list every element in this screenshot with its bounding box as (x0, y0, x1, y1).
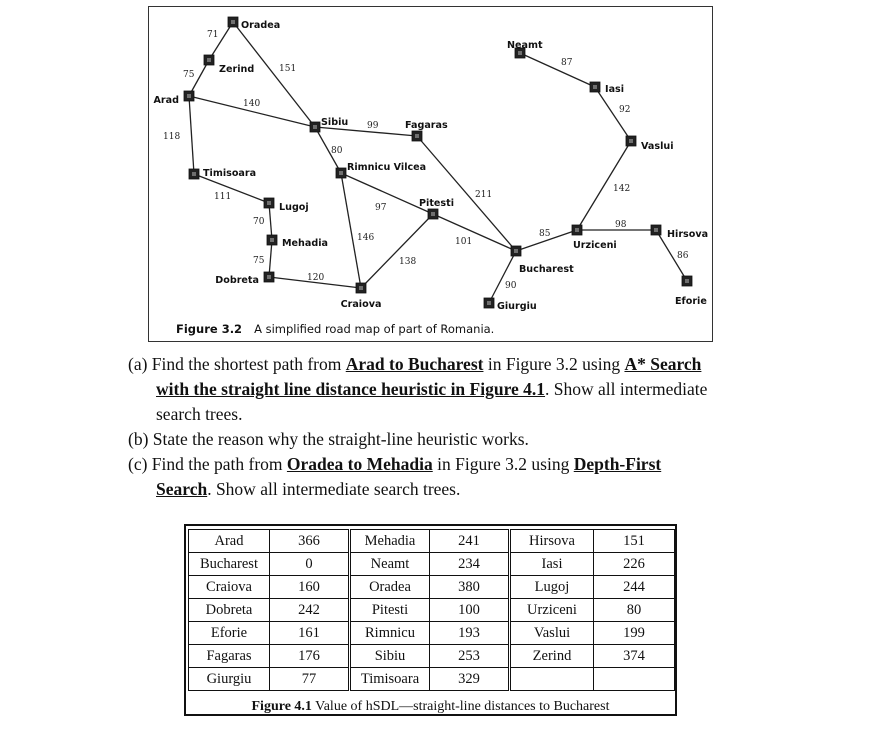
distance-zerind-arad: 75 (183, 70, 195, 80)
road-mehadia-dobreta (269, 240, 272, 277)
figure-4-1-caption (186, 699, 675, 715)
question-a (128, 352, 768, 427)
hsdl-value-cell: 151 (594, 530, 675, 553)
question-a-method-1: A* Search (624, 354, 702, 374)
road-pitesti-bucharest (433, 214, 516, 251)
distance-sibiu-fagaras: 99 (367, 121, 379, 131)
question-b-text: (b) State the reason why the straight-line heuristic works. (128, 429, 529, 449)
hsdl-city-cell: Urziceni (510, 599, 594, 622)
distance-bucharest-giurgiu: 90 (505, 281, 517, 291)
hsdl-value-cell: 0 (270, 553, 350, 576)
road-rimnicu-craiova (341, 173, 361, 288)
figure-3-2-caption-label: Figure 3.2 (176, 322, 243, 336)
hsdl-city-cell: Sibiu (350, 645, 430, 668)
hsdl-city-cell: Lugoj (510, 576, 594, 599)
hsdl-value-cell: 193 (430, 622, 510, 645)
hsdl-city-cell: Giurgiu (189, 668, 270, 691)
city-label-fagaras: Fagaras (405, 120, 448, 131)
city-label-neamt: Neamt (507, 40, 543, 51)
question-c-method-2: Search (156, 479, 208, 499)
city-label-craiova: Craiova (340, 299, 382, 310)
city-label-pitesti: Pitesti (419, 198, 454, 209)
hsdl-value-cell: 100 (430, 599, 510, 622)
city-node-sibiu (310, 122, 320, 132)
distance-craiova-pitesti: 138 (399, 257, 417, 267)
hsdl-value-cell: 234 (430, 553, 510, 576)
figure-3-2-caption (176, 322, 494, 336)
city-label-bucharest: Bucharest (519, 264, 574, 275)
distance-arad-timisoara: 118 (163, 132, 181, 142)
question-c-method-1: Depth-First (573, 454, 662, 474)
city-label-hirsova: Hirsova (667, 229, 709, 240)
road-iasi-neamt (520, 53, 595, 87)
hsdl-row (189, 576, 675, 599)
question-c-route: Oradea to Mehadia (286, 454, 433, 474)
hsdl-value-cell: 176 (270, 645, 350, 668)
city-node-timisoara (189, 169, 199, 179)
city-label-arad: Arad (153, 95, 179, 106)
city-label-vaslui: Vaslui (641, 141, 674, 152)
figure-4-1-caption-text: Value of hSDL—straight-line distances to Bucharest (311, 699, 610, 714)
city-node-bucharest (511, 246, 521, 256)
city-label-lugoj: Lugoj (279, 202, 309, 213)
hsdl-city-cell: Mehadia (350, 530, 430, 553)
hsdl-row (189, 553, 675, 576)
distance-hirsova-eforie: 86 (677, 251, 689, 261)
city-node-dobreta (264, 272, 274, 282)
distance-oradea-sibiu: 151 (279, 64, 297, 74)
question-c-suffix: . Show all intermediate search trees. (207, 479, 461, 499)
city-label-giurgiu: Giurgiu (497, 301, 537, 312)
distance-timisoara-lugoj: 111 (214, 192, 232, 202)
distance-pitesti-bucharest: 101 (455, 237, 473, 247)
hsdl-value-cell: 329 (430, 668, 510, 691)
question-c (128, 452, 768, 502)
city-node-eforie (682, 276, 692, 286)
hsdl-city-cell: Hirsova (510, 530, 594, 553)
distance-sibiu-rimnicu: 80 (331, 146, 343, 156)
hsdl-figure (184, 524, 677, 716)
question-c-prefix: (c) Find the path from (128, 454, 287, 474)
city-label-eforie: Eforie (675, 296, 707, 307)
city-node-rimnicu (336, 168, 346, 178)
distance-fagaras-bucharest: 211 (475, 190, 493, 200)
city-node-pitesti (428, 209, 438, 219)
distance-urziceni-vaslui: 142 (613, 184, 631, 194)
hsdl-row (189, 668, 675, 691)
hsdl-value-cell: 80 (594, 599, 675, 622)
city-label-timisoara: Timisoara (203, 168, 257, 179)
hsdl-city-cell: Zerind (510, 645, 594, 668)
question-a-line3: search trees. (156, 404, 243, 424)
city-node-zerind (204, 55, 214, 65)
distance-vaslui-iasi: 92 (619, 105, 631, 115)
hsdl-city-cell: Pitesti (350, 599, 430, 622)
question-a-mid: in Figure 3.2 using (483, 354, 625, 374)
hsdl-value-cell: 244 (594, 576, 675, 599)
hsdl-value-cell: 374 (594, 645, 675, 668)
hsdl-city-cell: Arad (189, 530, 270, 553)
distance-dobreta-craiova: 120 (307, 273, 325, 283)
hsdl-value-cell: 241 (430, 530, 510, 553)
hsdl-row (189, 622, 675, 645)
hsdl-city-cell: Neamt (350, 553, 430, 576)
city-label-iasi: Iasi (605, 84, 625, 95)
hsdl-value-cell: 253 (430, 645, 510, 668)
city-node-vaslui (626, 136, 636, 146)
city-node-arad (184, 91, 194, 101)
city-node-hirsova (651, 225, 661, 235)
hsdl-city-cell (510, 668, 594, 691)
road-fagaras-bucharest (417, 136, 516, 251)
figure-3-2-caption-text: A simplified road map of part of Romania. (254, 322, 495, 336)
distance-urziceni-hirsova: 98 (615, 220, 627, 230)
figure-3-2-bottom-rule (148, 341, 713, 342)
hsdl-city-cell: Dobreta (189, 599, 270, 622)
romania-map (149, 7, 714, 322)
road-craiova-pitesti (361, 214, 433, 288)
hsdl-row (189, 599, 675, 622)
city-node-lugoj (264, 198, 274, 208)
hsdl-row (189, 530, 675, 553)
hsdl-row (189, 645, 675, 668)
hsdl-city-cell: Oradea (350, 576, 430, 599)
city-node-oradea (228, 17, 238, 27)
distance-rimnicu-pitesti: 97 (375, 203, 387, 213)
romania-map-figure (148, 6, 713, 342)
city-label-rimnicu: Rimnicu Vilcea (347, 162, 427, 173)
question-a-suffix: . Show all intermediate (545, 379, 708, 399)
city-node-mehadia (267, 235, 277, 245)
city-node-iasi (590, 82, 600, 92)
distance-oradea-zerind: 71 (207, 30, 219, 40)
hsdl-table (188, 529, 675, 691)
city-node-urziceni (572, 225, 582, 235)
hsdl-value-cell: 226 (594, 553, 675, 576)
distance-lugoj-mehadia: 70 (253, 217, 265, 227)
question-a-method-2: with the straight line distance heuristic in Figure 4.1 (156, 379, 546, 399)
road-sibiu-fagaras (315, 127, 417, 136)
city-label-dobreta: Dobreta (215, 275, 259, 286)
hsdl-value-cell: 161 (270, 622, 350, 645)
distance-iasi-neamt: 87 (561, 58, 573, 68)
city-label-mehadia: Mehadia (282, 238, 328, 249)
hsdl-city-cell: Eforie (189, 622, 270, 645)
city-label-urziceni: Urziceni (573, 240, 617, 251)
question-a-route: Arad to Bucharest (345, 354, 484, 374)
road-oradea-zerind (209, 22, 233, 60)
road-bucharest-giurgiu (489, 251, 516, 303)
distance-bucharest-urziceni: 85 (539, 229, 551, 239)
city-label-zerind: Zerind (219, 64, 255, 75)
hsdl-value-cell: 160 (270, 576, 350, 599)
hsdl-city-cell: Craiova (189, 576, 270, 599)
city-label-sibiu: Sibiu (321, 117, 349, 128)
road-lugoj-mehadia (269, 203, 272, 240)
hsdl-city-cell: Timisoara (350, 668, 430, 691)
question-a-prefix: (a) Find the shortest path from (128, 354, 346, 374)
hsdl-value-cell: 366 (270, 530, 350, 553)
figure-4-1-caption-label: Figure 4.1 (251, 699, 312, 714)
hsdl-value-cell: 242 (270, 599, 350, 622)
city-node-fagaras (412, 131, 422, 141)
hsdl-city-cell: Iasi (510, 553, 594, 576)
hsdl-city-cell: Bucharest (189, 553, 270, 576)
hsdl-value-cell: 77 (270, 668, 350, 691)
hsdl-value-cell: 199 (594, 622, 675, 645)
hsdl-city-cell: Vaslui (510, 622, 594, 645)
distance-mehadia-dobreta: 75 (253, 256, 265, 266)
question-b (128, 427, 768, 452)
city-node-giurgiu (484, 298, 494, 308)
hsdl-city-cell: Fagaras (189, 645, 270, 668)
city-node-craiova (356, 283, 366, 293)
city-label-oradea: Oradea (241, 20, 281, 31)
distance-arad-sibiu: 140 (243, 99, 261, 109)
distance-rimnicu-craiova: 146 (357, 233, 375, 243)
hsdl-value-cell: 380 (430, 576, 510, 599)
question-c-mid: in Figure 3.2 using (432, 454, 574, 474)
road-arad-timisoara (189, 96, 194, 174)
hsdl-value-cell (594, 668, 675, 691)
hsdl-city-cell: Rimnicu (350, 622, 430, 645)
